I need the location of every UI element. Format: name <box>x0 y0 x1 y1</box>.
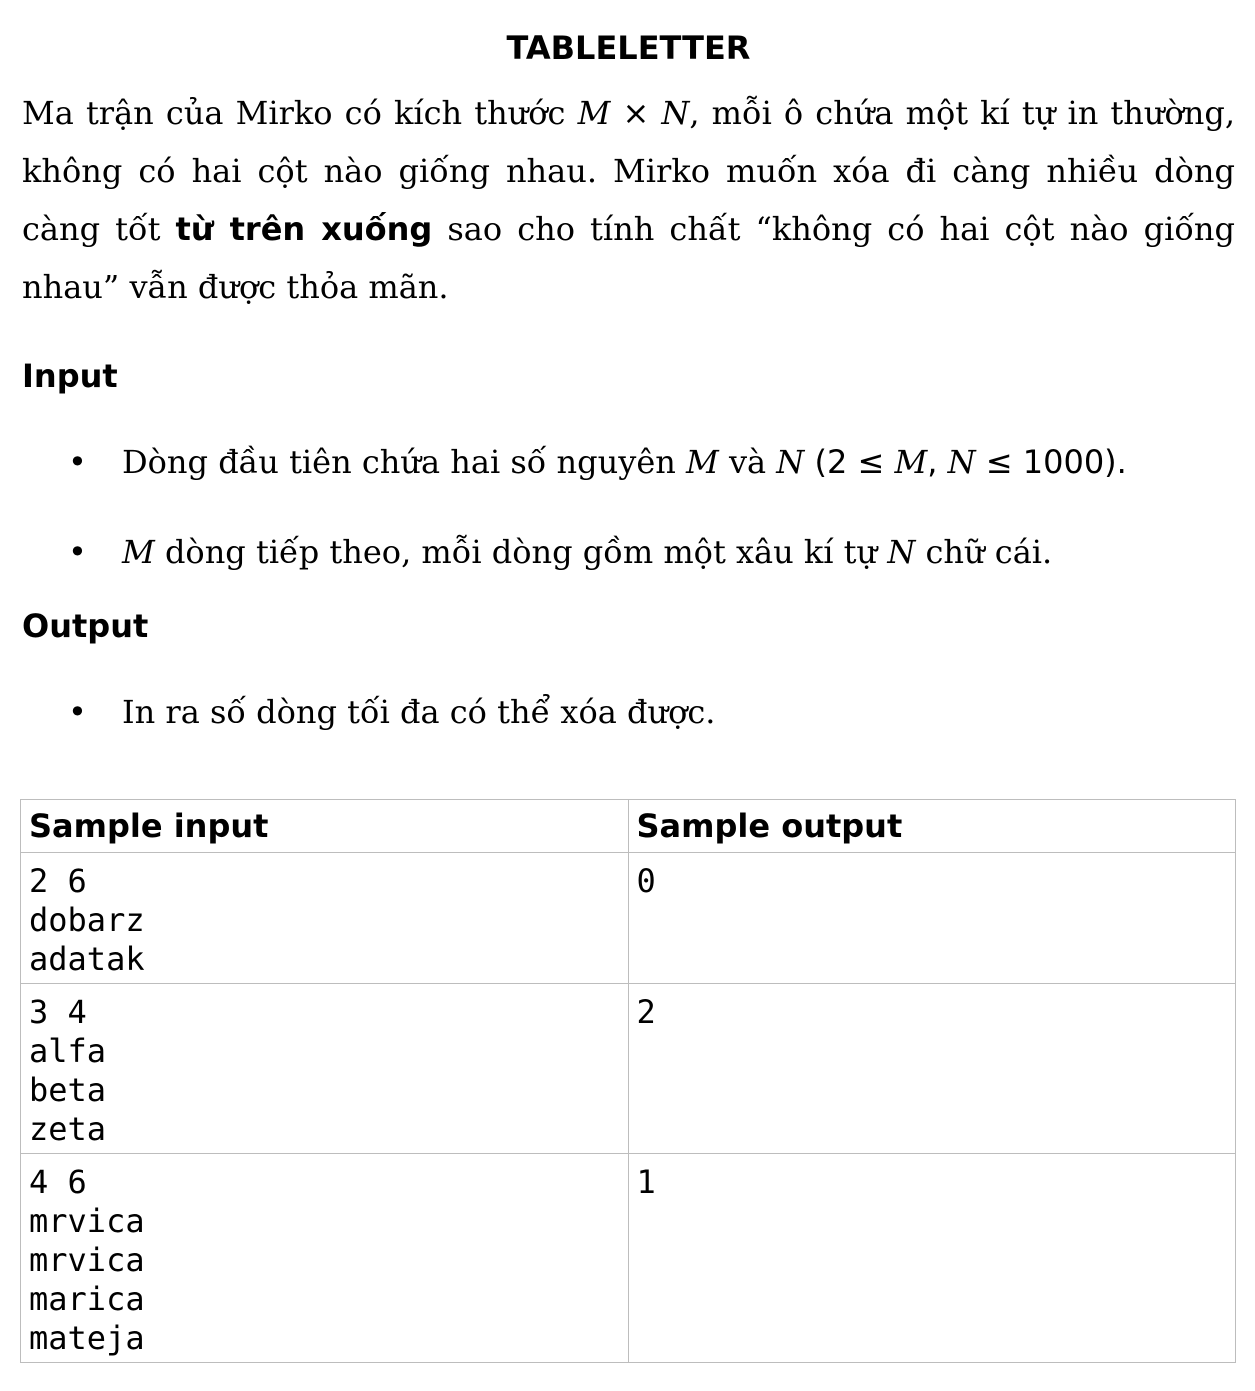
sample-row <box>21 853 1236 984</box>
input-item-2-text-1: dòng tiếp theo, mỗi dòng gồm một xâu kí tự <box>154 533 888 571</box>
sample-output-cell: 0 <box>628 853 1236 984</box>
constraint-part-1: (2 ≤ <box>804 443 895 481</box>
output-item-1-text: In ra số dòng tối đa có thể xóa được. <box>122 693 716 731</box>
var-m: M <box>577 94 611 132</box>
times-sign: × <box>610 94 662 132</box>
input-item-1-text-2: và <box>718 443 777 481</box>
problem-statement <box>22 0 1235 732</box>
samples-header-row <box>21 800 1236 853</box>
var-m: M <box>686 443 719 481</box>
sample-input-cell: 2 6 dobarz adatak <box>21 853 629 984</box>
var-n: N <box>776 443 805 481</box>
output-heading: Output <box>22 607 149 645</box>
sample-row <box>21 1154 1236 1363</box>
intro-bold-phrase: từ trên xuống <box>175 210 433 248</box>
output-list <box>22 692 1235 732</box>
intro-text-1: Ma trận của Mirko có kích thước <box>22 94 578 132</box>
input-item-2 <box>22 532 1235 572</box>
intro-paragraph <box>22 84 1235 316</box>
bullet-dot: • <box>68 443 87 481</box>
var-m: M <box>122 533 155 571</box>
samples-table <box>20 799 1236 1363</box>
bullet-dot: • <box>68 693 87 731</box>
input-item-1-text-1: Dòng đầu tiên chứa hai số nguyên <box>122 443 687 481</box>
constraint-part-2: , <box>927 443 948 481</box>
var-n: N <box>887 533 916 571</box>
input-item-1 <box>22 442 1235 482</box>
output-item-1 <box>22 692 1235 732</box>
sample-input-cell: 3 4 alfa beta zeta <box>21 984 629 1154</box>
constraint-var-m: M <box>894 443 928 481</box>
intro-text-2: , mỗi ô chứa một kí tự in thường, không có hai cột nào giống nhau. Mirko muốn xóa đi càng nhiều dòng càng tốt <box>22 94 1236 248</box>
input-heading: Input <box>22 357 118 395</box>
var-n: N <box>661 94 690 132</box>
sample-input-cell: 4 6 mrvica mrvica marica mateja <box>21 1154 629 1363</box>
sample-output-cell: 2 <box>628 984 1236 1154</box>
sample-input-header: Sample input <box>21 800 629 853</box>
bullet-dot: • <box>68 533 87 571</box>
sample-row <box>21 984 1236 1154</box>
sample-output-header: Sample output <box>628 800 1236 853</box>
intro-text-3: sao cho tính chất “không có hai cột nào giống nhau” vẫn được thỏa mãn. <box>22 210 1236 306</box>
sample-output-cell: 1 <box>628 1154 1236 1363</box>
constraint-var-n: N <box>947 443 976 481</box>
input-item-2-text-2: chữ cái. <box>915 533 1053 571</box>
constraint-part-3: ≤ 1000). <box>975 443 1127 481</box>
problem-title: TABLELETTER <box>506 29 751 67</box>
input-list <box>22 442 1235 572</box>
